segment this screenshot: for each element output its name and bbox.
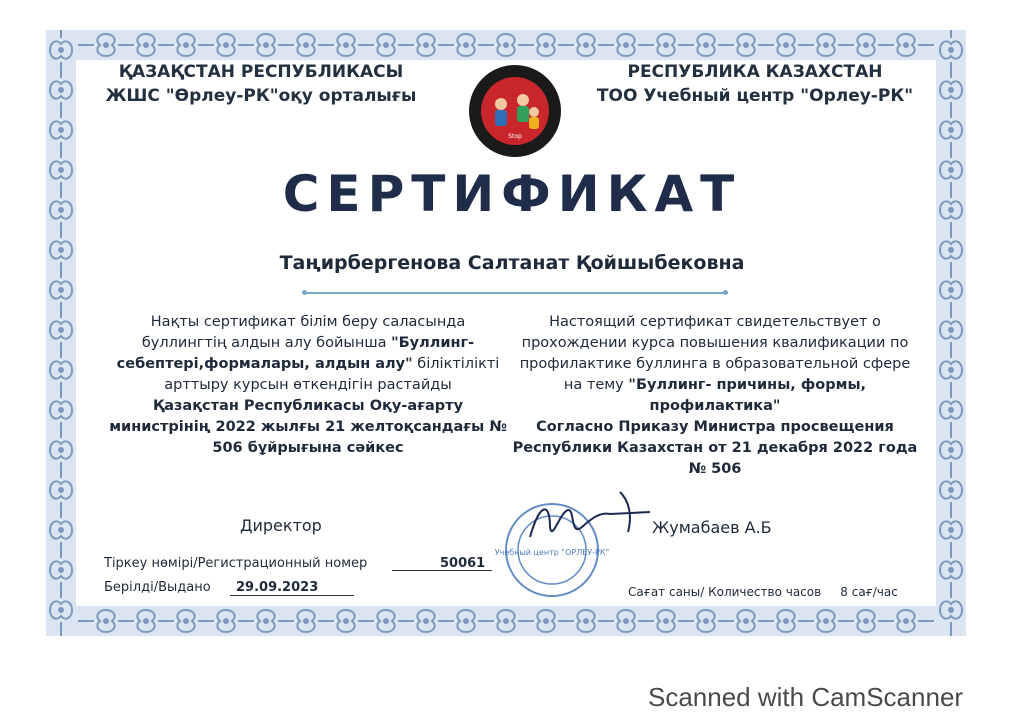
recipient-name: Таңирбергенова Салтанат Қойшыбековна [279, 252, 745, 274]
issued-underline [230, 595, 354, 596]
russian-text-block [510, 312, 920, 480]
registration-label: Тіркеу нөмірі/Регистрационный номер [104, 556, 368, 571]
registration-number: 50061 [440, 556, 486, 571]
ornament-border-right [936, 30, 966, 636]
ornament-border-left [46, 30, 76, 636]
anti-bullying-emblem-icon [468, 64, 562, 158]
header-russian [585, 60, 925, 108]
header-left-line1: ҚАЗАҚСТАН РЕСПУБЛИКАСЫ [118, 62, 404, 82]
kazakh-order-reference: Қазақстан Республикасы Оқу-ағарту министрінің 2022 жылғы 21 желтоқсандағы № 506 бұйрығына сәйкес [109, 398, 507, 456]
header-right-line1: РЕСПУБЛИКА КАЗАХСТАН [627, 62, 883, 82]
handwritten-signature-icon [520, 482, 660, 552]
issued-label: Берілді/Выдано [104, 580, 211, 595]
divider [305, 292, 725, 294]
hours-value: 8 сағ/час [840, 585, 898, 599]
kazakh-paragraph-1: Нақты сертификат білім беру саласында буллингтің алдын алу бойынша [141, 314, 466, 351]
signatory-name: Жумабаев А.Б [652, 518, 772, 537]
header-right-line2: ТОО Учебный центр "Орлеу-РК" [596, 86, 914, 106]
kazakh-text-block [108, 312, 508, 459]
hours-info [628, 585, 898, 599]
certificate-title: СЕРТИФИКАТ [282, 165, 742, 223]
director-label: Директор [240, 516, 322, 535]
issued-date: 29.09.2023 [236, 580, 319, 595]
kazakh-course-topic: "Буллинг-себептері,формалары, алдын алу" [116, 335, 475, 372]
header-left-line2: ЖШС "Өрлеу-РК"оқу орталығы [105, 86, 417, 106]
svg-text:Stop: Stop [508, 133, 522, 140]
camscanner-watermark: Scanned with CamScanner [648, 682, 964, 712]
russian-order-reference: Согласно Приказу Министра просвещения Республики Казахстан от 21 декабря 2022 года № 506 [512, 419, 918, 477]
kazakh-paragraph-2: біліктілікті арттыру курсын өткендігін растайды [164, 356, 500, 393]
ornament-border-top [46, 30, 966, 60]
russian-course-topic: "Буллинг- причины, формы, профилактика" [628, 377, 867, 414]
stamp-text: Учебный центр "ОРЛЕУ-РК" [494, 548, 610, 557]
header-kazakh [86, 60, 436, 108]
ornament-border-bottom [46, 606, 966, 636]
russian-paragraph-1: Настоящий сертификат свидетельствует о прохождении курса повышения квалификации по профилактике буллинга в образовательной сфере на тему [519, 314, 911, 393]
hours-label: Сағат саны/ Количество часов [628, 585, 822, 599]
